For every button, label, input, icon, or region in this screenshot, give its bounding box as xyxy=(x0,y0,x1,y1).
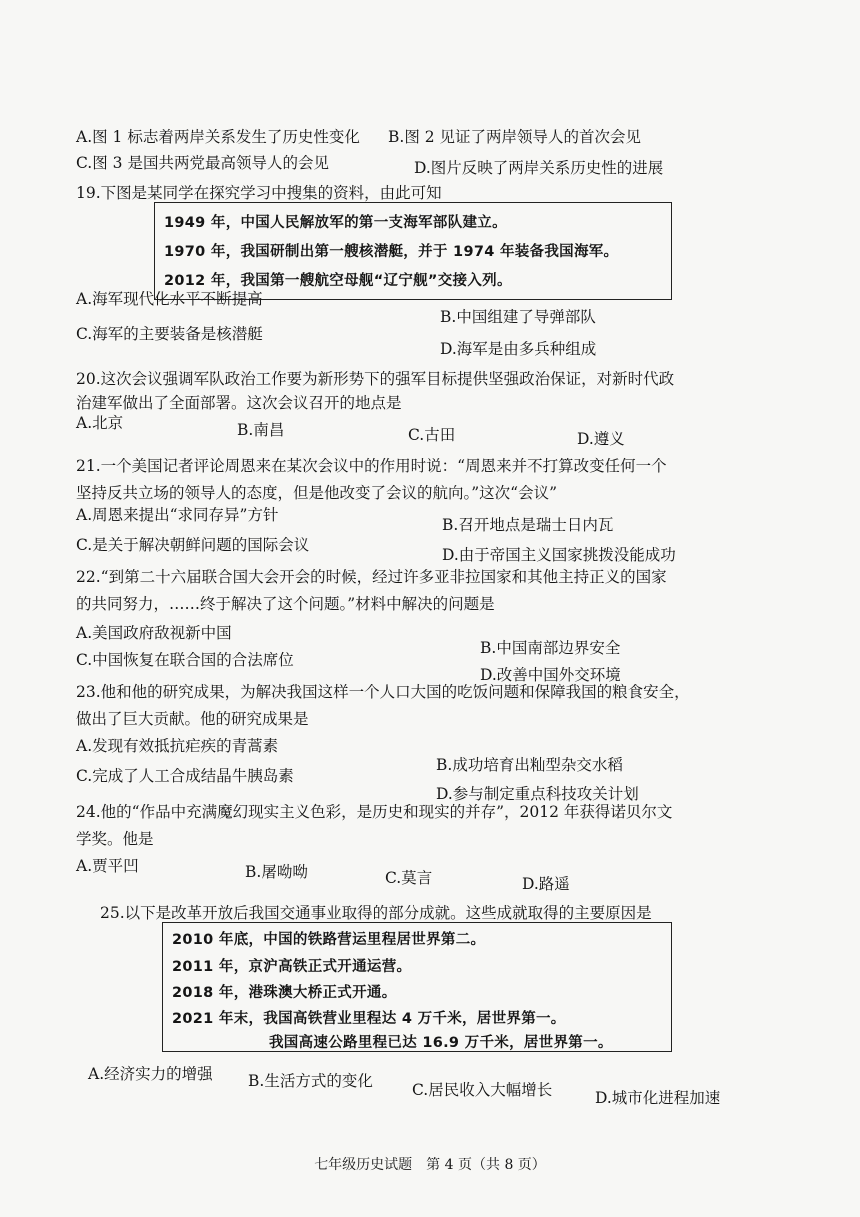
q20-stem-line-1: 20.这次会议强调军队政治工作要为新形势下的强军目标提供坚强政治保证，对新时代政 xyxy=(76,370,675,388)
q24-option-b: B.屠呦呦 xyxy=(245,863,308,881)
q23-option-d: D.参与制定重点科技攻关计划 xyxy=(436,785,639,803)
q19-stem: 19.下图是某同学在探究学习中搜集的资料，由此可知 xyxy=(76,184,442,202)
q22-option-c: C.中国恢复在联合国的合法席位 xyxy=(76,651,294,669)
q19-option-b: B.中国组建了导弹部队 xyxy=(440,308,596,326)
q19-material-line-2: 1970 年，我国研制出第一艘核潜艇，并于 1974 年装备我国海军。 xyxy=(164,244,619,260)
q25-option-d: D.城市化进程加速 xyxy=(595,1089,721,1107)
q24-option-a: A.贾平凹 xyxy=(76,857,139,875)
q25-material-line-3: 2018 年，港珠澳大桥正式开通。 xyxy=(172,985,397,1001)
q21-option-c: C.是关于解决朝鲜问题的国际会议 xyxy=(76,536,310,554)
q22-option-d: D.改善中国外交环境 xyxy=(480,666,621,684)
q24-stem-line-1: 24.他的“作品中充满魔幻现实主义色彩，是历史和现实的并存”，2012 年获得诺贝尔文 xyxy=(76,803,673,821)
q25-stem: 25.以下是改革开放后我国交通事业取得的部分成就。这些成就取得的主要原因是 xyxy=(100,904,652,922)
q19-option-c: C.海军的主要装备是核潜艇 xyxy=(76,325,263,343)
q19-option-a: A.海军现代化水平不断提高 xyxy=(76,290,263,308)
q21-stem-line-2: 坚持反共立场的领导人的态度，但是他改变了会议的航向。”这次“会议” xyxy=(76,484,558,502)
q18-option-a: A.图 1 标志着两岸关系发生了历史性变化 xyxy=(76,128,360,146)
q22-stem-line-2: 的共同努力，……终于解决了这个问题。”材料中解决的问题是 xyxy=(76,595,495,613)
q25-option-a: A.经济实力的增强 xyxy=(88,1065,213,1083)
q22-option-b: B.中国南部边界安全 xyxy=(480,639,621,657)
q23-option-a: A.发现有效抵抗疟疾的青蒿素 xyxy=(76,737,279,755)
q25-option-c: C.居民收入大幅增长 xyxy=(412,1081,553,1099)
q23-option-b: B.成功培育出籼型杂交水稻 xyxy=(436,756,623,774)
q20-stem-line-2: 治建军做出了全面部署。这次会议召开的地点是 xyxy=(76,394,402,412)
q20-option-a: A.北京 xyxy=(76,414,124,432)
q23-stem-line-1: 23.他和他的研究成果，为解决我国这样一个人口大国的吃饭问题和保障我国的粮食安全， xyxy=(76,683,690,701)
q20-option-c: C.古田 xyxy=(408,426,456,444)
q25-material-line-1: 2010 年底，中国的铁路营运里程居世界第二。 xyxy=(172,932,486,948)
q25-material-line-5: 我国高速公路里程已达 16.9 万千米，居世界第一。 xyxy=(269,1035,613,1051)
q19-material-line-3: 2012 年，我国第一艘航空母舰“辽宁舰”交接入列。 xyxy=(164,273,512,289)
q21-option-d: D.由于帝国主义国家挑拨没能成功 xyxy=(442,546,676,564)
q21-option-b: B.召开地点是瑞士日内瓦 xyxy=(442,516,614,534)
q18-option-c: C.图 3 是国共两党最高领导人的会见 xyxy=(76,154,329,172)
q19-material-line-1: 1949 年，中国人民解放军的第一支海军部队建立。 xyxy=(164,215,507,231)
q20-option-d: D.遵义 xyxy=(577,430,625,448)
q24-option-d: D.路遥 xyxy=(522,875,570,893)
q24-option-c: C.莫言 xyxy=(385,869,433,887)
q19-option-d: D.海军是由多兵种组成 xyxy=(440,340,597,358)
q22-option-a: A.美国政府敌视新中国 xyxy=(76,624,232,642)
q25-material-box xyxy=(162,922,672,1052)
q20-option-b: B.南昌 xyxy=(237,421,285,439)
q25-material-line-2: 2011 年，京沪高铁正式开通运营。 xyxy=(172,959,412,975)
page-footer: 七年级历史试题 第 4 页（共 8 页） xyxy=(314,1157,546,1173)
q23-option-c: C.完成了人工合成结晶牛胰岛素 xyxy=(76,767,294,785)
q18-option-d: D.图片反映了两岸关系历史性的进展 xyxy=(414,159,664,177)
q19-material-box xyxy=(154,202,672,300)
q25-option-b: B.生活方式的变化 xyxy=(248,1072,373,1090)
q22-stem-line-1: 22.“到第二十六届联合国大会开会的时候，经过许多亚非拉国家和其他主持正义的国家 xyxy=(76,568,667,586)
q21-option-a: A.周恩来提出“求同存异”方针 xyxy=(76,506,279,524)
q24-stem-line-2: 学奖。他是 xyxy=(76,830,154,848)
q21-stem-line-1: 21.一个美国记者评论周恩来在某次会议中的作用时说：“周恩来并不打算改变任何一个 xyxy=(76,457,667,475)
q18-option-b: B.图 2 见证了两岸领导人的首次会见 xyxy=(388,128,642,146)
q25-material-line-4: 2021 年末，我国高铁营业里程达 4 万千米，居世界第一。 xyxy=(172,1011,566,1027)
q23-stem-line-2: 做出了巨大贡献。他的研究成果是 xyxy=(76,710,309,728)
